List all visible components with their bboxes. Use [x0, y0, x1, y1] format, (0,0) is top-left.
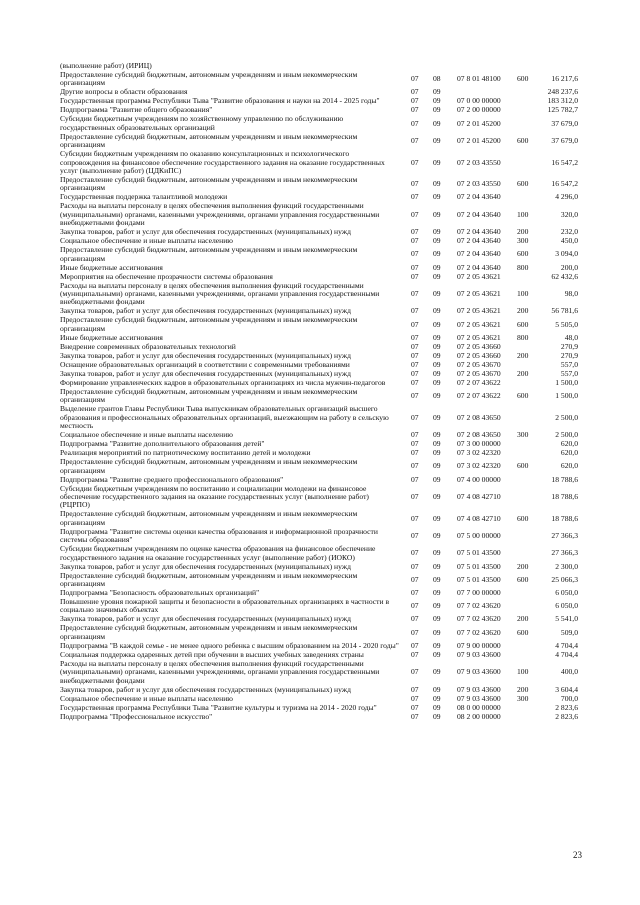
row-name: (выполнение работ) (ИРИЦ): [60, 61, 152, 70]
row-section: 07: [411, 391, 419, 401]
row-subsection: 09: [433, 461, 441, 471]
row-section: 07: [411, 448, 419, 458]
row-subsection: 09: [433, 236, 441, 246]
table-row: [60, 476, 578, 484]
row-subsection: 09: [433, 350, 441, 360]
row-expense-type: 600: [517, 74, 529, 84]
row-name: Внедрение современных образовательных технологий: [60, 341, 236, 351]
row-name: Подпрограмма "Развитие среднего профессионального образования": [60, 474, 284, 484]
row-subsection: 09: [433, 306, 441, 316]
row-amount: 3 604,4: [555, 684, 578, 694]
table-row: [60, 651, 578, 659]
row-amount: 6 050,0: [555, 587, 578, 597]
row-section: 07: [411, 262, 419, 272]
row-section: 07: [411, 227, 419, 237]
row-section: 07: [411, 118, 419, 128]
row-amount: 6 050,0: [555, 601, 578, 611]
row-amount: 620,0: [560, 461, 578, 471]
row-amount: 4 704,4: [555, 640, 578, 650]
row-amount: 18 788,6: [551, 474, 578, 484]
row-name: Закупка товаров, работ и услуг для обеспечения государственных (муниципальных) нужд: [60, 684, 351, 694]
row-target-item: 07 9 03 43600: [457, 649, 501, 659]
row-section: 07: [411, 319, 419, 329]
row-section: 07: [411, 96, 419, 106]
row-subsection: 09: [433, 118, 441, 128]
row-subsection: 09: [433, 640, 441, 650]
row-expense-type: 600: [517, 461, 529, 471]
row-name: Подпрограмма "Безопасность образовательных организаций": [60, 587, 260, 597]
row-name: Предоставление субсидий бюджетным, автономным учреждениям и иным некоммерческим организациям: [60, 70, 358, 88]
row-amount: 2 823,6: [555, 702, 578, 712]
row-target-item: 07 3 02 42320: [457, 461, 501, 471]
row-target-item: 07 7 02 43620: [457, 627, 501, 637]
row-target-item: 07 7 02 43620: [457, 614, 501, 624]
row-amount: 320,0: [560, 209, 578, 219]
row-expense-type: 300: [517, 236, 529, 246]
row-name: Подпрограмма "Развитие общего образования": [60, 105, 213, 115]
row-section: 07: [411, 601, 419, 611]
row-amount: 37 679,0: [551, 118, 578, 128]
row-expense-type: 200: [517, 368, 529, 378]
row-name: Закупка товаров, работ и услуг для обеспечения государственных (муниципальных) нужд: [60, 306, 351, 316]
row-name: Расходы на выплаты персоналу в целях обеспечения выполнения функций государственными (муниципальными) органами, казенными учреждениями, органами управления государственными внебюджетными фондами: [60, 280, 380, 307]
row-expense-type: 600: [517, 391, 529, 401]
row-expense-type: 600: [517, 513, 529, 523]
row-target-item: 07 5 00 00000: [457, 530, 501, 540]
row-section: 07: [411, 289, 419, 299]
table-row: [60, 388, 578, 405]
row-subsection: 09: [433, 548, 441, 558]
row-amount: 16 547,2: [551, 179, 578, 189]
row-section: 07: [411, 192, 419, 202]
row-amount: 248 237,6: [547, 87, 578, 97]
row-section: 07: [411, 587, 419, 597]
row-target-item: 07 2 05 43621: [457, 306, 501, 316]
row-target-item: 07 2 04 43640: [457, 262, 501, 272]
table-row: [60, 273, 578, 281]
row-section: 07: [411, 105, 419, 115]
table-row: [60, 150, 578, 175]
row-section: 07: [411, 548, 419, 558]
row-amount: 509,0: [560, 627, 578, 637]
row-amount: 5 505,0: [555, 319, 578, 329]
table-row: [60, 133, 578, 150]
budget-table: [60, 62, 578, 722]
row-name: Предоставление субсидий бюджетным, автономным учреждениям и иным некоммерческим организациям: [60, 315, 358, 333]
row-subsection: 09: [433, 684, 441, 694]
row-name: Предоставление субсидий бюджетным, автономным учреждениям и иным некоммерческим организациям: [60, 245, 358, 263]
row-target-item: 07 2 04 43640: [457, 249, 501, 259]
row-amount: 37 679,0: [551, 136, 578, 146]
row-subsection: 09: [433, 368, 441, 378]
row-target-item: 07 2 05 43670: [457, 368, 501, 378]
row-target-item: 07 2 04 43640: [457, 209, 501, 219]
row-subsection: 09: [433, 87, 441, 97]
row-section: 07: [411, 412, 419, 422]
row-name: Закупка товаров, работ и услуг для обеспечения государственных (муниципальных) нужд: [60, 227, 351, 237]
row-amount: 1 500,0: [555, 377, 578, 387]
table-row: [60, 176, 578, 193]
row-expense-type: 200: [517, 350, 529, 360]
row-amount: 98,0: [564, 289, 578, 299]
row-name: Государственная программа Республики Тыва "Развитие образования и науки на 2014 - 2025 годы": [60, 96, 380, 106]
table-row: [60, 545, 578, 562]
row-subsection: 09: [433, 412, 441, 422]
row-amount: 2 500,0: [555, 430, 578, 440]
row-subsection: 09: [433, 601, 441, 611]
row-target-item: 07 2 07 43622: [457, 391, 501, 401]
row-target-item: 08 2 00 00000: [457, 711, 501, 721]
table-row: [60, 642, 578, 650]
row-section: 07: [411, 627, 419, 637]
table-row: [60, 115, 578, 132]
row-amount: 620,0: [560, 448, 578, 458]
page-number: 23: [573, 850, 582, 860]
row-section: 07: [411, 649, 419, 659]
row-expense-type: 100: [517, 289, 529, 299]
row-section: 07: [411, 332, 419, 342]
row-target-item: 07 2 05 43660: [457, 350, 501, 360]
row-section: 07: [411, 513, 419, 523]
row-name: Подпрограмма "Профессиональное искусство": [60, 711, 213, 721]
row-subsection: 09: [433, 341, 441, 351]
row-section: 07: [411, 702, 419, 712]
row-name: Закупка товаров, работ и услуг для обеспечения государственных (муниципальных) нужд: [60, 614, 351, 624]
row-target-item: 07 4 00 00000: [457, 474, 501, 484]
row-expense-type: 100: [517, 667, 529, 677]
row-amount: 62 432,6: [551, 271, 578, 281]
table-row: [60, 528, 578, 545]
row-name: Подпрограмма "Развитие системы оценки качества образования и информационной прозрачности системы образования": [60, 526, 378, 545]
row-name: Подпрограмма "Развитие дополнительного образования детей": [60, 439, 265, 449]
row-expense-type: 600: [517, 179, 529, 189]
row-amount: 18 788,6: [551, 513, 578, 523]
row-section: 07: [411, 179, 419, 189]
row-section: 07: [411, 271, 419, 281]
row-expense-type: 100: [517, 209, 529, 219]
row-section: 07: [411, 614, 419, 624]
row-amount: 700,0: [560, 693, 578, 703]
row-subsection: 09: [433, 561, 441, 571]
row-name: Оснащение образовательных организаций в соответствии с современными требованиями: [60, 359, 350, 369]
table-row: [60, 282, 578, 307]
row-amount: 16 217,6: [551, 74, 578, 84]
row-expense-type: 600: [517, 574, 529, 584]
row-target-item: 07 2 05 43621: [457, 319, 501, 329]
row-section: 07: [411, 684, 419, 694]
row-section: 07: [411, 74, 419, 84]
row-target-item: 07 2 01 45200: [457, 118, 501, 128]
row-subsection: 09: [433, 391, 441, 401]
table-row: [60, 624, 578, 641]
table-row: [60, 264, 578, 272]
row-amount: 3 094,0: [555, 249, 578, 259]
row-name: Подпрограмма "В каждой семье - не менее одного ребенка с высшим образованием на 2014 - 2020 годы": [60, 640, 399, 650]
table-row: [60, 563, 578, 571]
row-name: Формирование управленческих кадров в образовательных организациях из числа мужчин-педагогов: [60, 377, 386, 387]
row-amount: 4 296,0: [555, 192, 578, 202]
row-target-item: 07 8 01 48100: [457, 74, 501, 84]
row-name: Предоставление субсидий бюджетным, автономным учреждениям и иным некоммерческим организациям: [60, 175, 358, 193]
row-amount: 25 066,3: [551, 574, 578, 584]
row-expense-type: 600: [517, 136, 529, 146]
row-expense-type: 200: [517, 227, 529, 237]
row-subsection: 09: [433, 105, 441, 115]
row-subsection: 09: [433, 702, 441, 712]
row-amount: 200,0: [560, 262, 578, 272]
row-subsection: 09: [433, 491, 441, 501]
table-row: [60, 695, 578, 703]
table-row: [60, 510, 578, 527]
row-section: 07: [411, 350, 419, 360]
row-section: 07: [411, 87, 419, 97]
row-name: Иные бюджетные ассигнования: [60, 262, 163, 272]
row-subsection: 09: [433, 319, 441, 329]
row-name: Закупка товаров, работ и услуг для обеспечения государственных (муниципальных) нужд: [60, 368, 351, 378]
row-name: Предоставление субсидий бюджетным, автономным учреждениям и иным некоммерческим организациям: [60, 570, 358, 588]
table-row: [60, 704, 578, 712]
row-amount: 56 781,6: [551, 306, 578, 316]
row-name: Расходы на выплаты персоналу в целях обеспечения выполнения функций государственными (муниципальными) органами, казенными учреждениями, органами управления государственными внебюджетными фондами: [60, 658, 380, 685]
row-section: 07: [411, 561, 419, 571]
row-name: Субсидии бюджетным учреждениям по оказанию консультационных и психологического сопровождения на финансовое обеспечение государственного задания на оказание государственных услуг (выполнение работ) (ЦДКиПС): [60, 149, 385, 176]
row-target-item: 07 2 05 43621: [457, 289, 501, 299]
row-expense-type: 300: [517, 693, 529, 703]
row-amount: 2 300,0: [555, 561, 578, 571]
row-expense-type: 800: [517, 262, 529, 272]
row-target-item: 07 9 00 00000: [457, 640, 501, 650]
row-section: 07: [411, 209, 419, 219]
row-subsection: 09: [433, 96, 441, 106]
table-row: [60, 458, 578, 475]
row-target-item: 07 2 05 43621: [457, 271, 501, 281]
row-target-item: 07 2 01 45200: [457, 136, 501, 146]
row-subsection: 09: [433, 649, 441, 659]
row-subsection: 08: [433, 74, 441, 84]
row-subsection: 09: [433, 513, 441, 523]
row-section: 07: [411, 157, 419, 167]
table-row: [60, 686, 578, 694]
row-amount: 48,0: [564, 332, 578, 342]
row-amount: 183 312,0: [547, 96, 578, 106]
row-amount: 2 500,0: [555, 412, 578, 422]
row-subsection: 09: [433, 289, 441, 299]
row-amount: 2 823,6: [555, 711, 578, 721]
row-amount: 270,9: [560, 341, 578, 351]
row-amount: 27 366,3: [551, 548, 578, 558]
row-amount: 557,0: [560, 359, 578, 369]
row-name: Социальное обеспечение и иные выплаты населению: [60, 693, 233, 703]
row-target-item: 07 5 01 43500: [457, 548, 501, 558]
row-section: 07: [411, 461, 419, 471]
row-name: Государственная программа Республики Тыва "Развитие культуры и туризма на 2014 - 2020 годы": [60, 702, 377, 712]
table-row: [60, 598, 578, 615]
row-name: Повышение уровня пожарной защиты и безопасности в образовательных организациях в частности в социально значимых объектах: [60, 596, 390, 615]
row-subsection: 09: [433, 587, 441, 597]
row-name: Реализация мероприятий по патриотическому воспитанию детей и молодежи: [60, 448, 311, 458]
row-target-item: 07 2 08 43650: [457, 430, 501, 440]
row-name: Субсидии бюджетным учреждениям по воспитанию и социализации молодежи на финансовое обеспечение государственного задания на оказание государственных услуг (выполнение работ) (РЦРПО): [60, 483, 369, 510]
row-target-item: 07 4 08 42710: [457, 491, 501, 501]
row-target-item: 07 3 02 42320: [457, 448, 501, 458]
row-target-item: 07 2 04 43640: [457, 227, 501, 237]
row-target-item: 07 2 05 43670: [457, 359, 501, 369]
row-subsection: 09: [433, 448, 441, 458]
row-target-item: 07 9 03 43600: [457, 684, 501, 694]
row-subsection: 09: [433, 332, 441, 342]
row-name: Социальное обеспечение и иные выплаты населению: [60, 430, 233, 440]
row-name: Иные бюджетные ассигнования: [60, 332, 163, 342]
table-row: [60, 246, 578, 263]
table-row: [60, 572, 578, 589]
table-row: [60, 71, 578, 88]
row-amount: 400,0: [560, 667, 578, 677]
row-subsection: 09: [433, 530, 441, 540]
row-expense-type: 800: [517, 332, 529, 342]
row-expense-type: 600: [517, 627, 529, 637]
row-expense-type: 300: [517, 430, 529, 440]
row-amount: 270,9: [560, 350, 578, 360]
row-subsection: 09: [433, 430, 441, 440]
row-target-item: 07 4 08 42710: [457, 513, 501, 523]
row-subsection: 09: [433, 377, 441, 387]
row-target-item: 07 2 07 43622: [457, 377, 501, 387]
row-name: Закупка товаров, работ и услуг для обеспечения государственных (муниципальных) нужд: [60, 350, 351, 360]
row-amount: 16 547,2: [551, 157, 578, 167]
table-row: [60, 485, 578, 510]
row-target-item: 07 2 05 43621: [457, 332, 501, 342]
row-subsection: 09: [433, 179, 441, 189]
row-amount: 5 541,0: [555, 614, 578, 624]
table-row: [60, 316, 578, 333]
row-subsection: 09: [433, 711, 441, 721]
row-amount: 1 500,0: [555, 391, 578, 401]
row-expense-type: 200: [517, 614, 529, 624]
row-expense-type: 200: [517, 306, 529, 316]
row-section: 07: [411, 474, 419, 484]
row-subsection: 09: [433, 667, 441, 677]
row-subsection: 09: [433, 693, 441, 703]
row-target-item: 08 0 00 00000: [457, 702, 501, 712]
row-section: 07: [411, 439, 419, 449]
row-amount: 450,0: [560, 236, 578, 246]
row-name: Субсидии бюджетным учреждениям по хозяйственному управлению по обслуживанию государственных образовательных организаций: [60, 114, 344, 132]
row-target-item: 07 2 03 43550: [457, 157, 501, 167]
row-name: Предоставление субсидий бюджетным, автономным учреждениям и иным некоммерческим организациям: [60, 386, 358, 405]
row-amount: 27 366,3: [551, 530, 578, 540]
row-section: 07: [411, 491, 419, 501]
row-target-item: 07 3 00 00000: [457, 439, 501, 449]
row-name: Расходы на выплаты персоналу в целях обеспечения выполнения функций государственными (муниципальными) органами, казенными учреждениями, органами управления государственными внебюджетными фондами: [60, 201, 380, 228]
row-name: Предоставление субсидий бюджетным, автономным учреждениям и иным некоммерческим организациям: [60, 457, 358, 475]
row-target-item: 07 2 08 43650: [457, 412, 501, 422]
row-amount: 620,0: [560, 439, 578, 449]
row-expense-type: 600: [517, 319, 529, 329]
row-subsection: 09: [433, 271, 441, 281]
row-section: 07: [411, 693, 419, 703]
row-name: Закупка товаров, работ и услуг для обеспечения государственных (муниципальных) нужд: [60, 561, 351, 571]
row-subsection: 09: [433, 627, 441, 637]
row-target-item: 07 2 04 43640: [457, 192, 501, 202]
row-target-item: 07 0 00 00000: [457, 96, 501, 106]
row-section: 07: [411, 306, 419, 316]
row-section: 07: [411, 667, 419, 677]
row-name: Предоставление субсидий бюджетным, автономным учреждениям и иным некоммерческим организациям: [60, 131, 358, 150]
row-target-item: 07 2 05 43660: [457, 341, 501, 351]
row-subsection: 09: [433, 262, 441, 272]
row-subsection: 09: [433, 574, 441, 584]
row-name: Государственная поддержка талантливой молодежи: [60, 192, 228, 202]
row-section: 07: [411, 236, 419, 246]
row-subsection: 09: [433, 474, 441, 484]
row-expense-type: 200: [517, 684, 529, 694]
row-subsection: 09: [433, 136, 441, 146]
row-target-item: 07 7 02 43620: [457, 601, 501, 611]
row-target-item: 07 2 03 43550: [457, 179, 501, 189]
row-name: Другие вопросы в области образования: [60, 87, 188, 97]
row-target-item: 07 7 00 00000: [457, 587, 501, 597]
row-subsection: 09: [433, 359, 441, 369]
row-section: 07: [411, 574, 419, 584]
row-target-item: 07 9 03 43600: [457, 667, 501, 677]
row-amount: 232,0: [560, 227, 578, 237]
row-section: 07: [411, 377, 419, 387]
row-amount: 18 788,6: [551, 491, 578, 501]
row-name: Социальное обеспечение и иные выплаты населению: [60, 236, 233, 246]
row-target-item: 07 2 00 00000: [457, 105, 501, 115]
table-row: [60, 202, 578, 227]
row-amount: 557,0: [560, 368, 578, 378]
row-name: Предоставление субсидий бюджетным, автономным учреждениям и иным некоммерческим организациям: [60, 509, 358, 527]
table-row: [60, 405, 578, 430]
row-subsection: 09: [433, 227, 441, 237]
table-row: [60, 713, 578, 721]
row-section: 07: [411, 430, 419, 440]
row-section: 07: [411, 530, 419, 540]
row-expense-type: 600: [517, 249, 529, 259]
row-subsection: 09: [433, 614, 441, 624]
row-name: Мероприятия на обеспечение прозрачности системы образования: [60, 271, 273, 281]
row-section: 07: [411, 136, 419, 146]
row-section: 07: [411, 368, 419, 378]
row-section: 07: [411, 711, 419, 721]
row-subsection: 09: [433, 439, 441, 449]
row-target-item: 07 2 04 43640: [457, 236, 501, 246]
row-name: Предоставление субсидий бюджетным, автономным учреждениям и иным некоммерческим организациям: [60, 623, 358, 641]
row-amount: 125 782,7: [547, 105, 578, 115]
row-target-item: 07 9 03 43600: [457, 693, 501, 703]
row-subsection: 09: [433, 249, 441, 259]
row-name: Выделение грантов Главы Республики Тыва выпускникам образовательных организаций высшего образования и профессиональных образовательных организаций, выезжающим на работу в сельскую местность: [60, 404, 389, 431]
row-amount: 4 704,4: [555, 649, 578, 659]
row-name: Социальная поддержка одаренных детей при обучении в высших учебных заведениях страны: [60, 649, 364, 659]
row-section: 07: [411, 249, 419, 259]
row-section: 07: [411, 341, 419, 351]
row-name: Субсидии бюджетным учреждениям по оценке качества образования на финансовое обеспечение государственного задания на оказание государственных услуг (выполнение работ) (ИОКО): [60, 544, 376, 562]
row-expense-type: 200: [517, 561, 529, 571]
row-section: 07: [411, 359, 419, 369]
row-subsection: 09: [433, 192, 441, 202]
row-target-item: 07 5 01 43500: [457, 574, 501, 584]
row-target-item: 07 5 01 43500: [457, 561, 501, 571]
row-subsection: 09: [433, 157, 441, 167]
table-row: [60, 660, 578, 685]
row-subsection: 09: [433, 209, 441, 219]
row-section: 07: [411, 640, 419, 650]
